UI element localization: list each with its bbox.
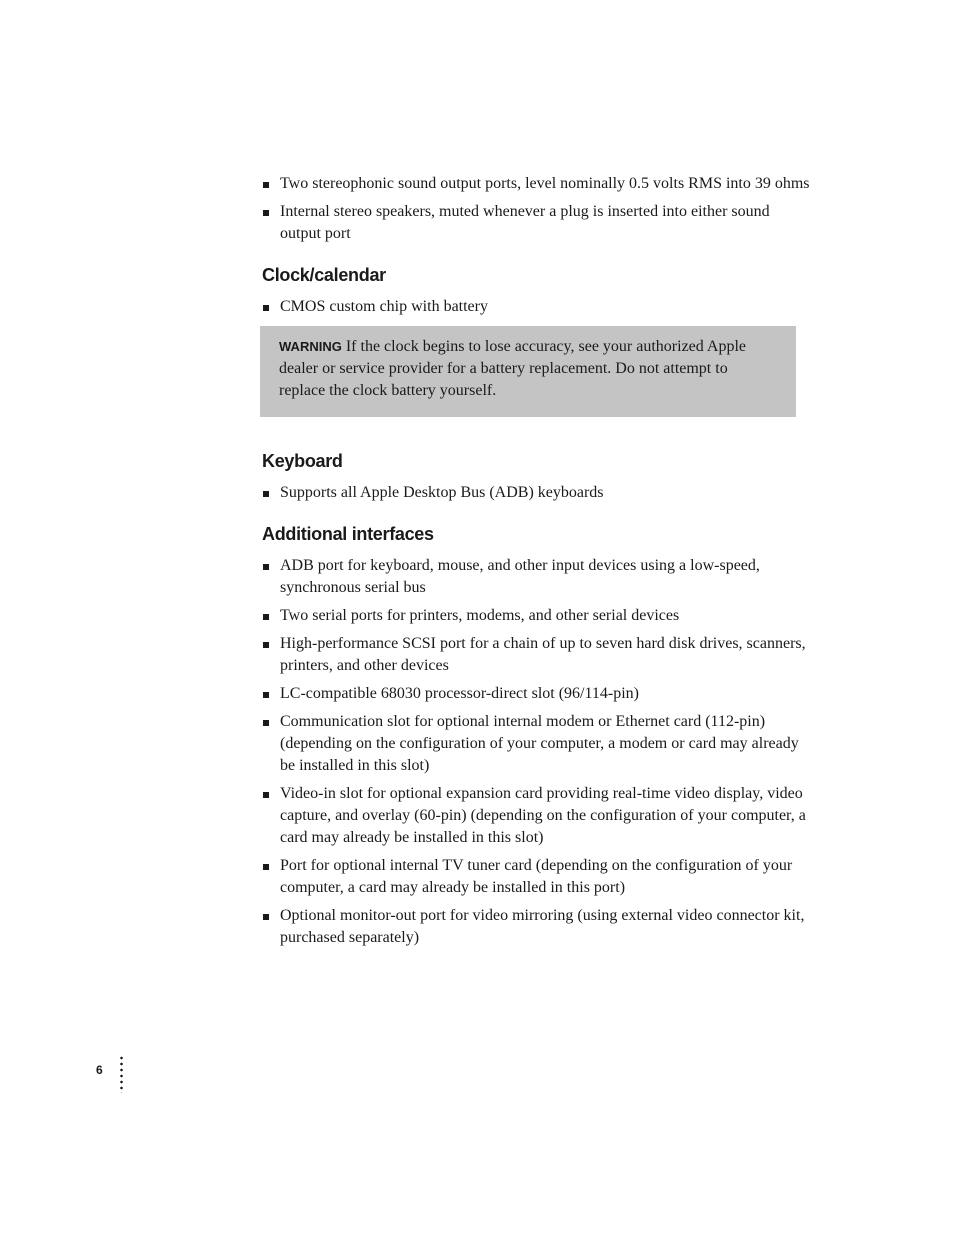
sound-list [262,173,810,245]
list-item: LC-compatible 68030 processor-direct slot (96/114-pin) [262,683,810,705]
interfaces-list [262,555,810,949]
page-number: 6 [96,1063,103,1077]
list-item: Port for optional internal TV tuner card (depending on the configuration of your computer, a card may already be installed in this port) [262,855,810,899]
list-item: Two serial ports for printers, modems, and other serial devices [262,605,810,627]
warning-text: If the clock begins to lose accuracy, see your authorized Apple dealer or service provider for a battery replacement. Do not attempt to replace the clock battery yourself. [279,338,746,399]
warning-label: WARNING [279,339,342,354]
warning-box [260,326,796,417]
clock-list [262,296,810,318]
list-item: CMOS custom chip with battery [262,296,810,318]
list-item: Video-in slot for optional expansion card providing real-time video display, video capture, and overlay (60-pin) (depending on the configuration of your computer, a card may already be installed in this slot) [262,783,810,849]
list-item: Optional monitor-out port for video mirroring (using external video connector kit, purchased separately) [262,905,810,949]
list-item: ADB port for keyboard, mouse, and other input devices using a low-speed, synchronous serial bus [262,555,810,599]
list-item: Two stereophonic sound output ports, level nominally 0.5 volts RMS into 39 ohms [262,173,810,195]
section-heading-keyboard: Keyboard [262,451,343,471]
list-item: Supports all Apple Desktop Bus (ADB) keyboards [262,482,810,504]
list-item: High-performance SCSI port for a chain of up to seven hard disk drives, scanners, printers, and other devices [262,633,810,677]
dotted-rule [120,1055,123,1093]
section-heading-clock: Clock/calendar [262,265,386,285]
list-item: Internal stereo speakers, muted whenever a plug is inserted into either sound output port [262,201,810,245]
page-content [262,173,810,955]
list-item: Communication slot for optional internal modem or Ethernet card (112-pin) (depending on the configuration of your computer, a modem or card may already be installed in this slot) [262,711,810,777]
keyboard-list [262,482,810,504]
section-heading-interfaces: Additional interfaces [262,524,434,544]
